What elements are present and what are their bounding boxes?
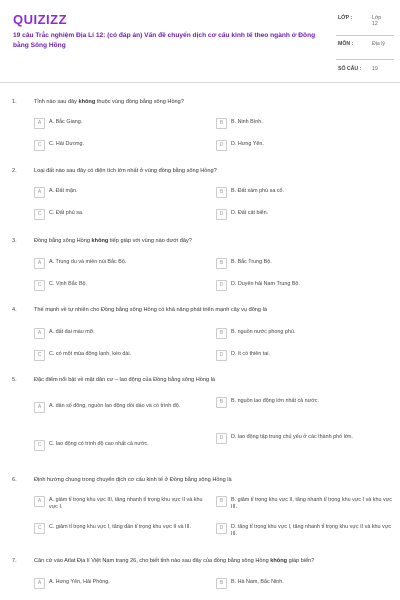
option-text: A. đất đai màu mỡ. [49, 329, 95, 335]
question-number: 1. [12, 99, 17, 105]
option-text: B. Ninh Bình. [231, 119, 263, 125]
option-letter-b: B [216, 397, 227, 408]
option-letter-a: A [34, 402, 45, 413]
option-letter-c: C [34, 209, 45, 220]
option-text: C. Vịnh Bắc Bộ. [49, 281, 88, 287]
question-number: 7. [12, 558, 17, 564]
option-letter-d: D [216, 209, 227, 220]
option-text: D. Hưng Yên. [231, 141, 264, 147]
option-letter-d: D [216, 523, 227, 534]
option-text: B. Đất xám phù sa cổ. [231, 188, 285, 194]
option-text: A. dân số đông, nguồn lao động dồi dào và có trình độ. [49, 403, 181, 409]
option-text: A. Hưng Yên, Hải Phòng. [49, 579, 110, 585]
quizizz-logo: QUIZIZZ [13, 12, 68, 27]
subject-label: MÔN : [338, 41, 354, 47]
option-text: C. Đất phù sa. [49, 210, 84, 216]
option-text: D. lao động tập trung chủ yếu ở các thành phố lớn. [231, 434, 353, 440]
question-text: Đồng bằng sông Hồng không tiếp giáp với vùng nào dưới đây? [34, 238, 192, 244]
option-letter-a: A [34, 118, 45, 129]
option-letter-d: D [216, 433, 227, 444]
option-letter-c: C [34, 350, 45, 361]
option-text: D. tăng tỉ trọng khu vực I, tăng nhanh tỉ trọng khu vực II và khu vực III. [231, 524, 392, 537]
option-text: C. lao động có trình độ cao nhất cả nước. [49, 441, 149, 447]
option-text: C. Hải Dương. [49, 141, 85, 147]
worksheet-header [0, 0, 400, 83]
question-text: Đặc điểm nổi bật về mặt dân cư – lao động của Đồng bằng sông Hồng là [34, 377, 215, 383]
question-text: Thế mạnh về tự nhiên cho Đồng bằng sông Hồng có khả năng phát triển mạnh cây vụ đông là [34, 307, 267, 313]
option-letter-b: B [216, 118, 227, 129]
option-text: D. Đất cát biển. [231, 210, 269, 216]
question-text: Loại đất nào sau đây có diện tích lớn nhất ở vùng đồng bằng sông Hồng? [34, 168, 217, 174]
option-letter-d: D [216, 350, 227, 361]
question-number: 3. [12, 238, 17, 244]
count-label: SỐ CÂU : [338, 66, 362, 72]
count-value: 19 [372, 66, 378, 72]
question-number: 6. [12, 477, 17, 483]
option-letter-a: A [34, 578, 45, 589]
option-letter-a: A [34, 258, 45, 269]
option-text: A. Đất mặn. [49, 188, 78, 194]
meta-divider [336, 59, 394, 60]
meta-divider [336, 35, 394, 36]
option-letter-d: D [216, 280, 227, 291]
class-value: Lớp 12 [372, 15, 382, 27]
option-text: B. Bắc Trung Bộ. [231, 259, 272, 265]
option-text: B. nguồn lao động lớn nhất cả nước. [231, 398, 320, 404]
option-letter-a: A [34, 496, 45, 507]
option-letter-a: A [34, 328, 45, 339]
option-text: C. giảm tỉ trọng khu vực I, tăng dần tỉ trọng khu vực II và III. [49, 524, 192, 530]
option-letter-b: B [216, 187, 227, 198]
question-number: 2. [12, 168, 17, 174]
question-text: Định hướng chung trong chuyển dịch cơ cấu kinh tế ở Đồng bằng sông Hồng là [34, 477, 232, 483]
option-text: D. Duyên hải Nam Trung Bộ. [231, 281, 300, 287]
option-letter-d: D [216, 140, 227, 151]
option-letter-c: C [34, 440, 45, 451]
option-letter-b: B [216, 258, 227, 269]
option-letter-b: B [216, 578, 227, 589]
option-letter-b: B [216, 328, 227, 339]
option-text: B. giảm tỉ trọng khu vực II, tăng nhanh tỉ trọng khu vực I và khu vực III. [231, 497, 392, 510]
worksheet-title: 19 câu Trắc nghiệm Địa Lí 12: (có đáp án) Vấn đề chuyển dịch cơ cấu kinh tế theo ngành ở Đồng bằng Sông Hồng [13, 32, 316, 49]
option-text: A. Bắc Giang. [49, 119, 83, 125]
option-text: D. ít có thiên tai. [231, 351, 270, 357]
option-letter-b: B [216, 496, 227, 507]
option-text: A. giảm tỉ trọng khu vực III, tăng nhanh tỉ trọng khu vực II và khu vực I. [49, 497, 203, 510]
option-letter-c: C [34, 140, 45, 151]
option-text: C. có một mùa đông lạnh, kéo dài. [49, 351, 132, 357]
option-text: B. Hà Nam, Bắc Ninh. [231, 579, 284, 585]
question-number: 5. [12, 377, 17, 383]
question-text: Tỉnh nào sau đây không thuộc vùng đồng bằng sông Hồng? [34, 99, 184, 105]
question-number: 4. [12, 307, 17, 313]
option-letter-c: C [34, 280, 45, 291]
subject-value: Địa lý [372, 41, 385, 47]
option-text: B. nguồn nước phong phú. [231, 329, 296, 335]
question-text: Căn cứ vào Atlat Địa lí Việt Nam trang 26, cho biết tỉnh nào sau đây của đồng bằng sông Hồng không giáp biển? [34, 558, 315, 564]
option-letter-a: A [34, 187, 45, 198]
class-label: LỚP : [338, 15, 353, 21]
option-letter-c: C [34, 523, 45, 534]
option-text: A. Trung du và miền núi Bắc Bộ. [49, 259, 127, 265]
